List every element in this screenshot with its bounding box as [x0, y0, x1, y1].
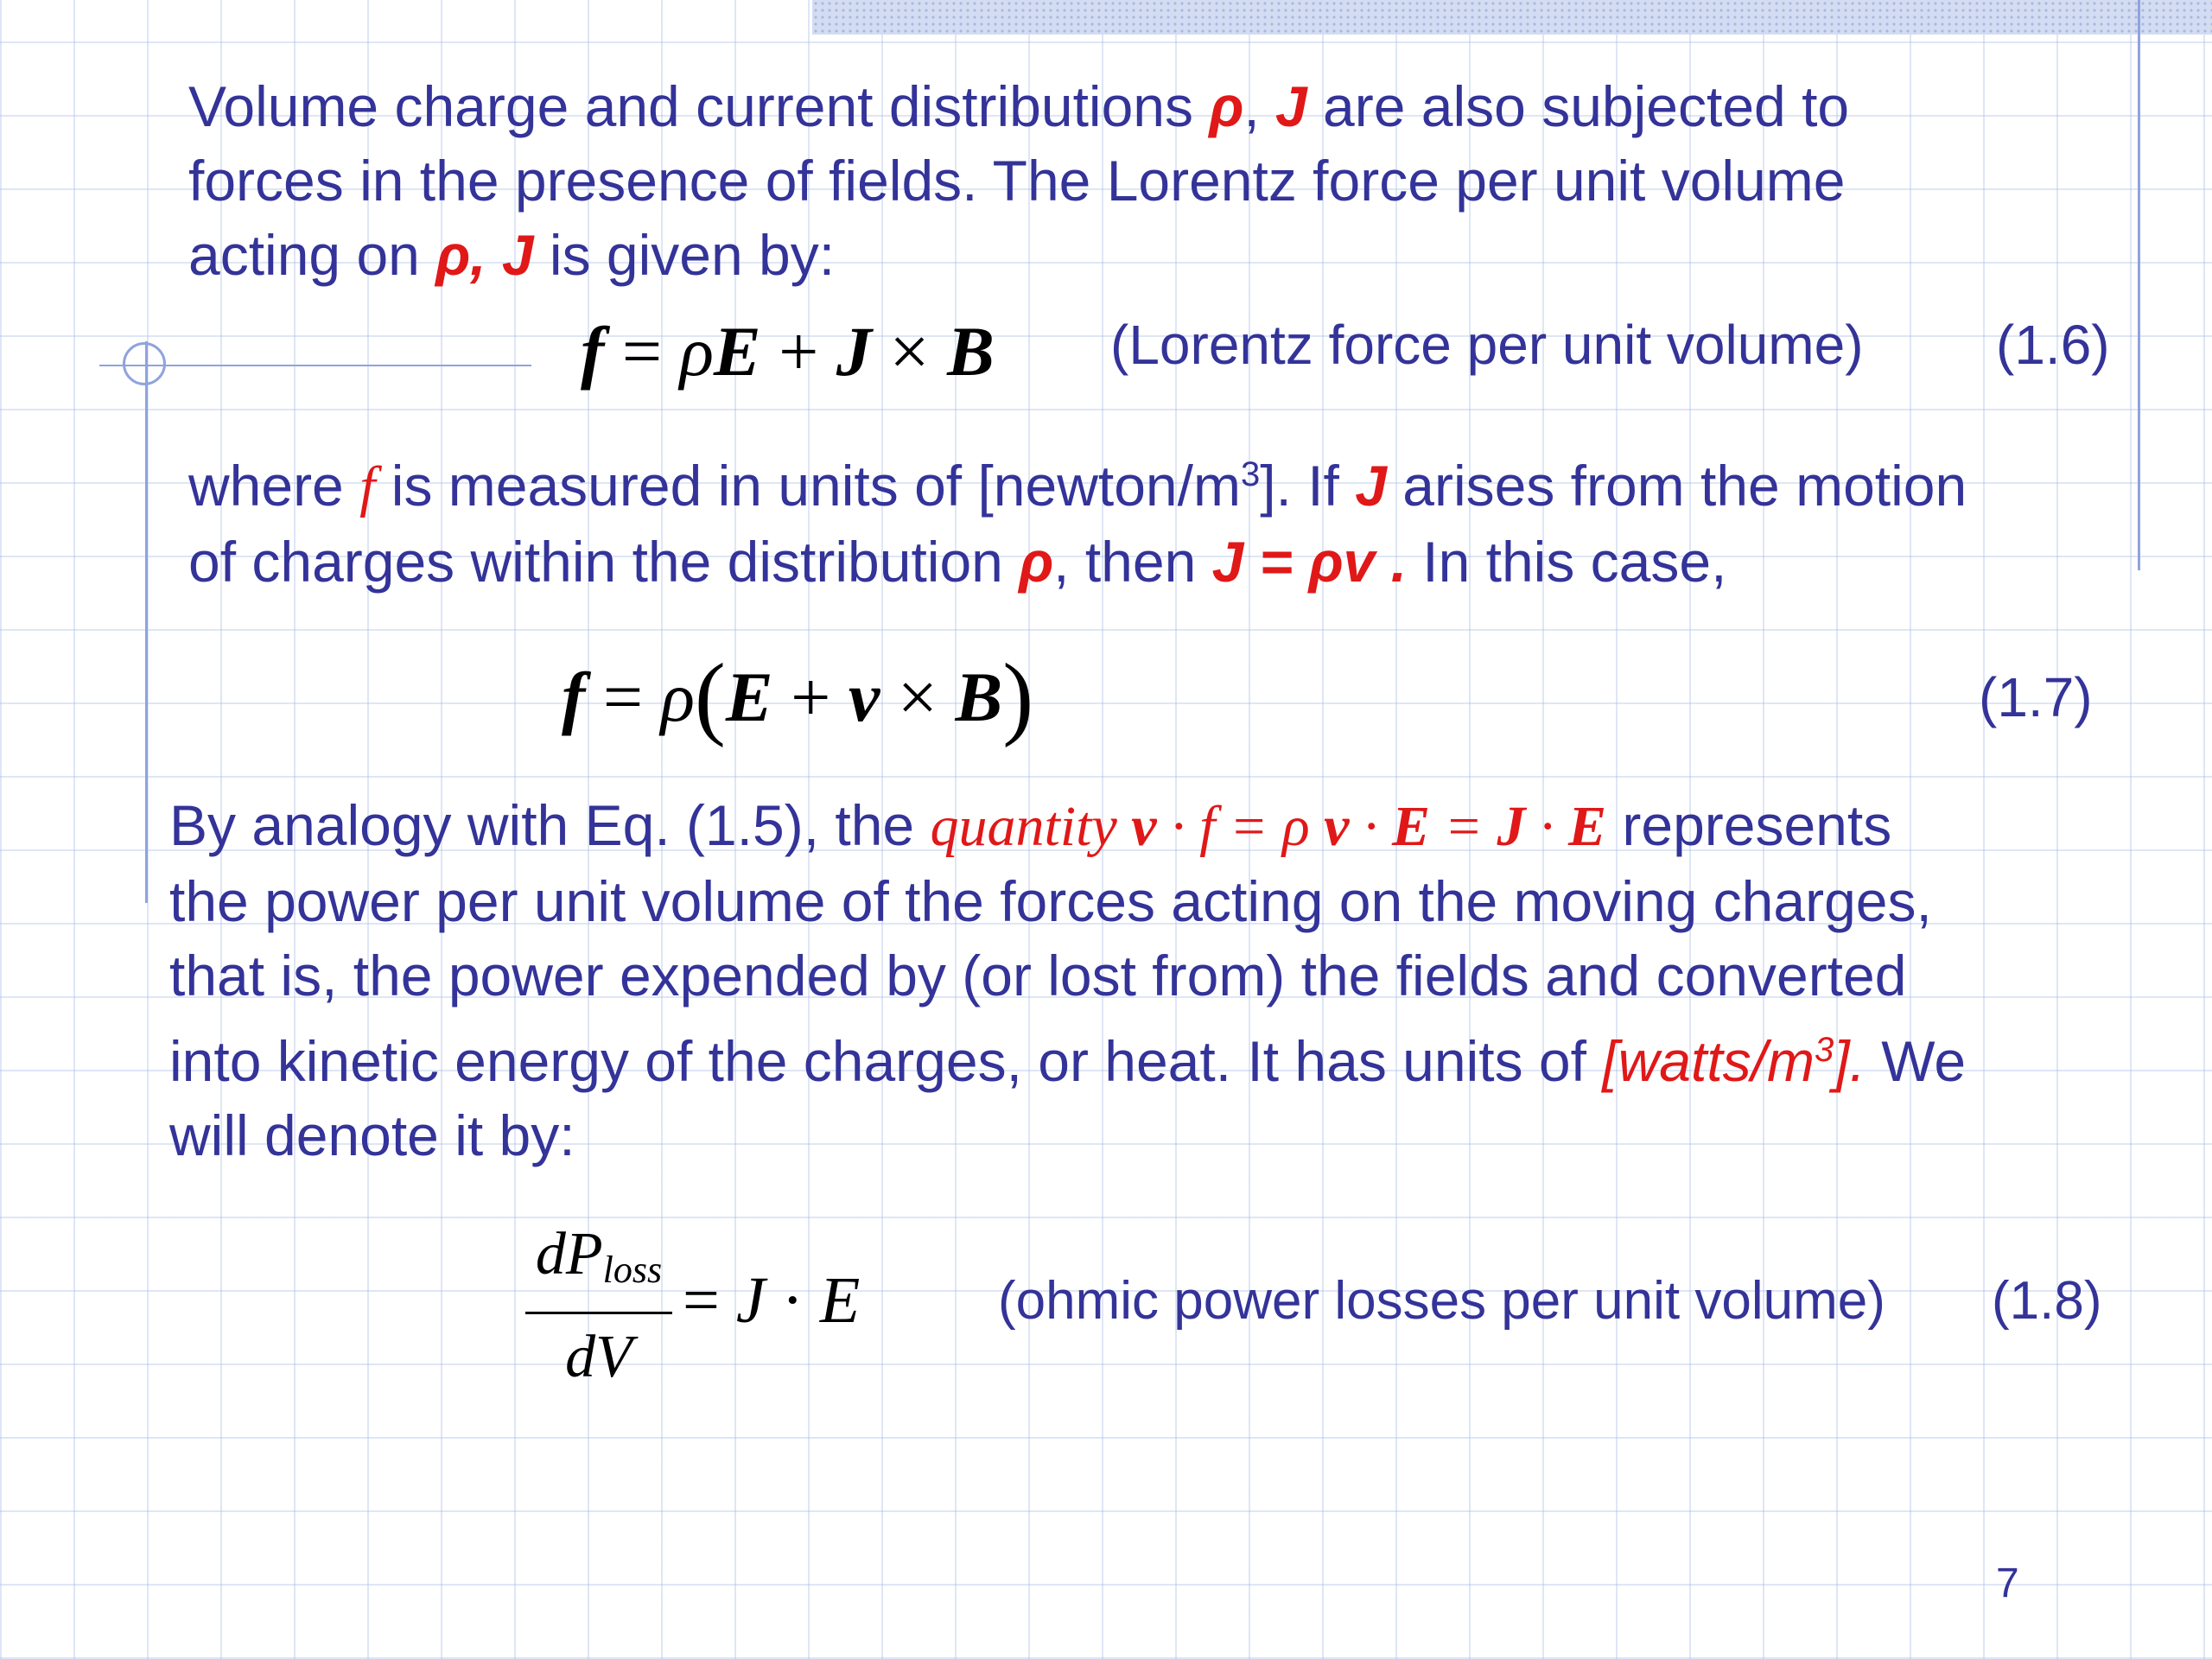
text: , then [1053, 530, 1212, 594]
text: We [1865, 1029, 1967, 1093]
quantity-word: quantity [930, 795, 1117, 858]
text: forces in the presence of fields. The Lorentz force per unit volume [188, 149, 1846, 213]
rho-symbol: ρ [1019, 530, 1054, 594]
paragraph-2 [188, 437, 1967, 599]
text: acting on [188, 223, 436, 287]
equation-1-6: f = ρE + J × B [581, 312, 995, 391]
J-symbol: J [1275, 74, 1307, 138]
text: In this case, [1406, 530, 1727, 594]
crosshair-icon [123, 342, 166, 385]
text: into kinetic energy of the charges, or heat. It has units of [169, 1029, 1603, 1093]
equation-1-7: f = ρ(E + v × B) [562, 645, 1034, 748]
decorative-vertical-line-left [145, 341, 148, 903]
text: Volume charge and current distributions [188, 74, 1210, 138]
power-density-expression: v · f = ρ v · E = J · E [1131, 795, 1607, 858]
decorative-vertical-line-right [2138, 0, 2140, 570]
text: are also subjected to [1306, 74, 1850, 138]
f-symbol: f [359, 455, 376, 518]
text: By analogy with Eq. (1.5), the [169, 793, 931, 857]
equation-1-8-rhs: = J · E [683, 1264, 861, 1337]
units-watts-per-m3 [1602, 1029, 1866, 1093]
text: of charges within the distribution [188, 530, 1020, 594]
equation-1-6-note: (Lorentz force per unit volume) [1110, 314, 1864, 376]
text: where [188, 454, 360, 518]
text: the power per unit volume of the forces acting on the moving charges, [169, 869, 1932, 933]
equation-1-7-number: (1.7) [1979, 666, 2093, 728]
text: represents [1606, 793, 1892, 857]
paragraph-1 [188, 69, 1849, 292]
superscript: 3 [1815, 1031, 1834, 1069]
equation-1-8-number: (1.8) [1992, 1271, 2102, 1331]
equation-1-8-note: (ohmic power losses per unit volume) [998, 1271, 1885, 1331]
text: arises from the motion [1386, 454, 1967, 518]
superscript: 3 [1240, 455, 1261, 493]
decorative-top-band [812, 0, 2212, 35]
rho-J-symbols: ρ, J [435, 223, 534, 287]
text: will denote it by: [169, 1103, 575, 1167]
J-equals-rho-v: J = ρv . [1211, 530, 1407, 594]
text: is measured in units of [newton/m [375, 454, 1241, 518]
units-text-end: ]. [1834, 1029, 1866, 1093]
page-number: 7 [1996, 1560, 2019, 1606]
J-symbol: J [1355, 454, 1387, 518]
units-text: [watts/m [1602, 1029, 1815, 1093]
text: that is, the power expended by (or lost from) the fields and converted [169, 944, 1907, 1007]
paragraph-3 [169, 788, 1966, 1173]
equation-1-6-number: (1.6) [1996, 314, 2110, 376]
equation-1-8-fraction: $dP_{loss}$ dV [525, 1218, 672, 1394]
text: , [1243, 74, 1275, 138]
text: ]. If [1260, 454, 1356, 518]
text: is given by: [533, 223, 836, 287]
rho-symbol: ρ [1209, 74, 1244, 138]
